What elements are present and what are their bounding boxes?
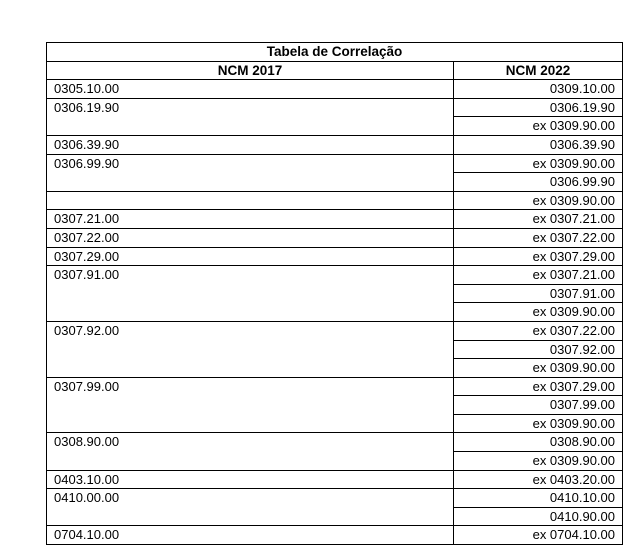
ncm-2017-cell: 0704.10.00	[47, 526, 454, 545]
table-title: Tabela de Correlação	[47, 43, 623, 62]
ncm-2022-cell: 0308.90.00	[454, 433, 623, 452]
table-row	[47, 377, 623, 396]
header-ncm-2022: NCM 2022	[454, 61, 623, 80]
ncm-2017-cell: 0410.00.00	[47, 489, 454, 526]
ncm-2022-cell: ex 0309.90.00	[454, 303, 623, 322]
table-row	[47, 191, 623, 210]
table-row	[47, 154, 623, 173]
ncm-2022-cell: 0410.90.00	[454, 507, 623, 526]
ncm-2017-cell	[47, 191, 454, 210]
ncm-2022-cell: 0306.99.90	[454, 173, 623, 192]
ncm-2022-cell: ex 0309.90.00	[454, 414, 623, 433]
ncm-2022-cell: ex 0403.20.00	[454, 470, 623, 489]
ncm-2017-cell: 0307.91.00	[47, 266, 454, 322]
table-row	[47, 470, 623, 489]
ncm-2022-cell: 0306.39.90	[454, 135, 623, 154]
table-row	[47, 266, 623, 285]
table-row	[47, 489, 623, 508]
ncm-2022-cell: ex 0309.90.00	[454, 191, 623, 210]
table-row	[47, 247, 623, 266]
ncm-2017-cell: 0307.21.00	[47, 210, 454, 229]
ncm-2022-cell: 0307.99.00	[454, 396, 623, 415]
table-row	[47, 526, 623, 545]
table-row	[47, 228, 623, 247]
ncm-2017-cell: 0403.10.00	[47, 470, 454, 489]
ncm-2022-cell: ex 0309.90.00	[454, 117, 623, 136]
table-row	[47, 210, 623, 229]
ncm-2022-cell: ex 0307.29.00	[454, 377, 623, 396]
table-header-row	[47, 61, 623, 80]
ncm-2022-cell: ex 0307.22.00	[454, 321, 623, 340]
table-row	[47, 80, 623, 99]
ncm-2022-cell: ex 0309.90.00	[454, 359, 623, 378]
ncm-2022-cell: 0309.10.00	[454, 80, 623, 99]
ncm-2017-cell: 0305.10.00	[47, 80, 454, 99]
ncm-2022-cell: 0306.19.90	[454, 98, 623, 117]
ncm-2017-cell: 0307.99.00	[47, 377, 454, 433]
table-row	[47, 98, 623, 117]
correlation-table	[46, 42, 623, 545]
ncm-2022-cell: 0307.91.00	[454, 284, 623, 303]
table-row	[47, 135, 623, 154]
ncm-2022-cell: ex 0307.29.00	[454, 247, 623, 266]
ncm-2022-cell: ex 0307.21.00	[454, 266, 623, 285]
table-row	[47, 433, 623, 452]
ncm-2017-cell: 0308.90.00	[47, 433, 454, 470]
header-ncm-2017: NCM 2017	[47, 61, 454, 80]
ncm-2017-cell: 0307.22.00	[47, 228, 454, 247]
ncm-2017-cell: 0306.39.90	[47, 135, 454, 154]
ncm-2022-cell: ex 0307.22.00	[454, 228, 623, 247]
ncm-2022-cell: 0410.10.00	[454, 489, 623, 508]
table-title-row	[47, 43, 623, 62]
ncm-2017-cell: 0306.99.90	[47, 154, 454, 191]
ncm-2022-cell: 0307.92.00	[454, 340, 623, 359]
ncm-2022-cell: ex 0309.90.00	[454, 452, 623, 471]
ncm-2022-cell: ex 0309.90.00	[454, 154, 623, 173]
ncm-2022-cell: ex 0704.10.00	[454, 526, 623, 545]
table-row	[47, 321, 623, 340]
ncm-2022-cell: ex 0307.21.00	[454, 210, 623, 229]
ncm-2017-cell: 0306.19.90	[47, 98, 454, 135]
ncm-2017-cell: 0307.92.00	[47, 321, 454, 377]
ncm-2017-cell: 0307.29.00	[47, 247, 454, 266]
table-body	[47, 80, 623, 545]
